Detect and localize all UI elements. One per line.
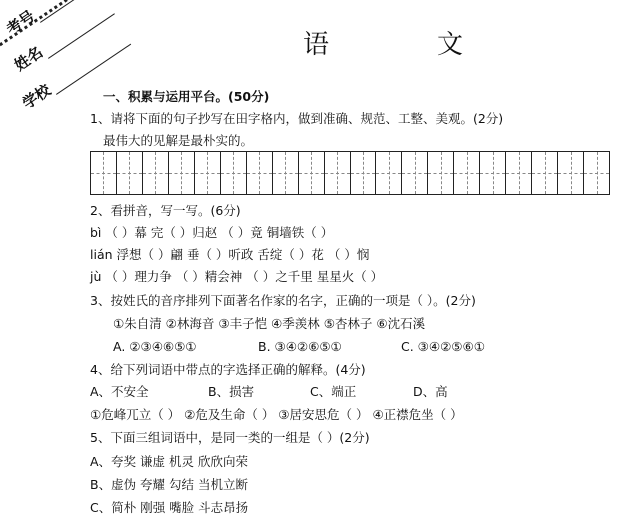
- question-4-items: ①危峰兀立（ ） ②危及生命（ ） ③居安思危（ ） ④正襟危坐（ ）: [90, 407, 463, 422]
- exam-number-label: 考号: [3, 6, 39, 39]
- grid-cell[interactable]: [480, 152, 506, 194]
- grid-cell[interactable]: [454, 152, 480, 194]
- grid-cell[interactable]: [117, 152, 143, 194]
- question-2-line-1: bì （ ）幕 完（ ）归赵 （ ）竟 铜墙铁（ ）: [90, 225, 334, 240]
- section-heading: 一、积累与运用平台。(50分): [103, 89, 270, 104]
- grid-cell[interactable]: [428, 152, 454, 194]
- grid-cell[interactable]: [247, 152, 273, 194]
- question-4-option-a: A、不安全: [90, 384, 149, 399]
- question-3-names: ①朱自清 ②林海音 ③丰子恺 ④季羡林 ⑤杏林子 ⑥沈石溪: [113, 316, 426, 331]
- question-3-option-c[interactable]: C. ③④②⑤⑥①: [401, 339, 485, 354]
- question-5-option-b[interactable]: B、虚伪 夸耀 勾结 当机立断: [90, 477, 248, 492]
- grid-cell[interactable]: [351, 152, 377, 194]
- grid-cell[interactable]: [221, 152, 247, 194]
- question-2-line-2: lián 浮想（ ）翩 垂（ ）听政 舌绽（ ）花 （ ）悯: [90, 247, 370, 262]
- question-2-line-3: jù （ ）理力争 （ ）精会神 （ ）之千里 星星火（ ）: [90, 269, 384, 284]
- grid-cell[interactable]: [169, 152, 195, 194]
- grid-cell[interactable]: [506, 152, 532, 194]
- grid-cell[interactable]: [584, 152, 609, 194]
- school-label: 学校: [19, 80, 55, 113]
- title-char-1: 语: [303, 30, 330, 60]
- name-line[interactable]: [48, 13, 115, 59]
- question-3-text: 3、按姓氏的音序排列下面著名作家的名字，正确的一项是（ ）。(2分): [90, 293, 476, 308]
- grid-cell[interactable]: [325, 152, 351, 194]
- grid-cell[interactable]: [195, 152, 221, 194]
- question-5-text: 5、下面三组词语中，是同一类的一组是（ ）(2分): [90, 430, 370, 445]
- school-line[interactable]: [56, 44, 131, 95]
- question-2-text: 2、看拼音，写一写。(6分): [90, 203, 241, 218]
- question-4-option-d: D、高: [413, 384, 448, 399]
- question-5-option-a[interactable]: A、夸奖 谦虚 机灵 欣欣向荣: [90, 454, 248, 469]
- grid-cell[interactable]: [532, 152, 558, 194]
- question-4-option-c: C、端正: [310, 384, 357, 399]
- question-4-option-b: B、损害: [208, 384, 255, 399]
- title-char-2: 文: [437, 30, 464, 60]
- grid-cell[interactable]: [558, 152, 584, 194]
- grid-cell[interactable]: [402, 152, 428, 194]
- name-label: 姓名: [11, 42, 47, 75]
- grid-cell[interactable]: [376, 152, 402, 194]
- grid-cell[interactable]: [91, 152, 117, 194]
- question-1-sentence: 最伟大的见解是最朴实的。: [103, 133, 254, 148]
- question-5-option-c[interactable]: C、简朴 刚强 嘴脸 斗志昂扬: [90, 500, 249, 515]
- grid-cell[interactable]: [143, 152, 169, 194]
- grid-cell[interactable]: [273, 152, 299, 194]
- question-3-option-a[interactable]: A. ②③④⑥⑤①: [113, 339, 197, 354]
- question-4-text: 4、给下列词语中带点的字选择正确的解释。(4分): [90, 362, 366, 377]
- grid-cell[interactable]: [299, 152, 325, 194]
- question-3-option-b[interactable]: B. ③④②⑥⑤①: [258, 339, 342, 354]
- writing-grid[interactable]: [90, 151, 610, 195]
- question-1-text: 1、请将下面的句子抄写在田字格内，做到准确、规范、工整、美观。(2分): [90, 111, 504, 126]
